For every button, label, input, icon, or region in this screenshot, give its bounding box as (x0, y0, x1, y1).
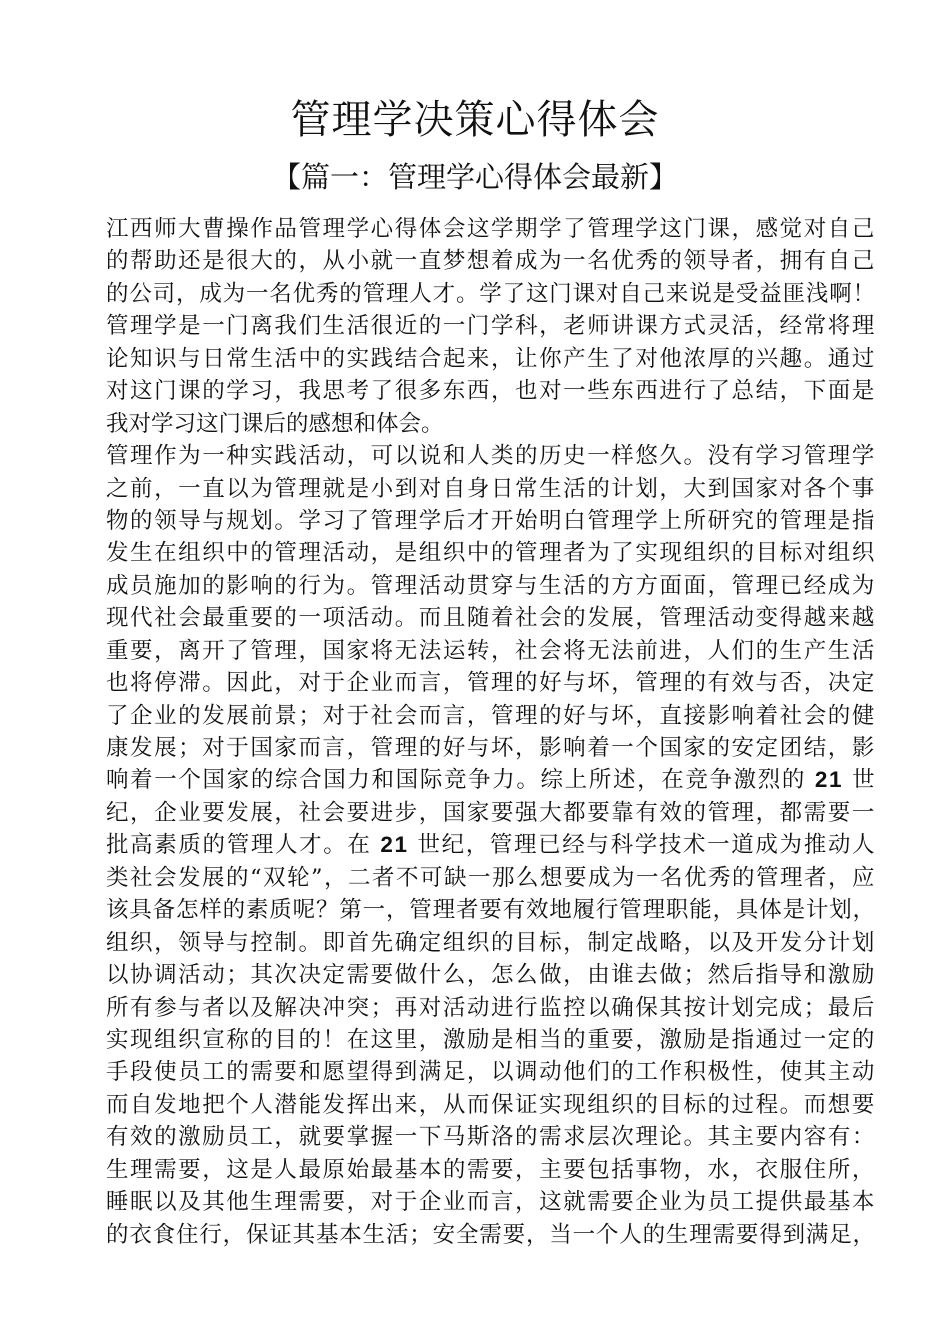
text-line: 对这门课的学习，我思考了很多东西，也对一些东西进行了总结，下面是 (106, 378, 876, 405)
text-line: 响着一个国家的综合国力和国际竞争力。综上所述，在竞争激烈的 21 世 (106, 767, 877, 794)
text-line: 而自发地把个人潜能发挥出来，从而保证实现组织的目标的过程。而想要 (106, 1091, 876, 1118)
text-line: 纪，企业要发展，社会要进步，国家要强大都要靠有效的管理，都需要一 (106, 799, 876, 826)
text-line: 生理需要，这是人最原始最基本的需要，主要包括事物，水，衣服住所， (106, 1156, 876, 1183)
text-line: 所有参与者以及解决冲突；再对活动进行监控以确保其按计划完成；最后 (106, 994, 876, 1021)
text-line: 有效的激励员工，就要掌握一下马斯洛的需求层次理论。其主要内容有： (106, 1124, 876, 1151)
text-line: 江西师大曹操作品管理学心得体会这学期学了管理学这门课，感觉对自己 (106, 216, 876, 242)
text-line: 重要，离开了管理，国家将无法运转，社会将无法前进，人们的生产生活 (106, 637, 876, 664)
text-line: 组织，领导与控制。即首先确定组织的目标，制定战略，以及开发分计划 (106, 929, 876, 956)
text-line: 睡眠以及其他生理需要，对于企业而言，这就需要企业为员工提供最基本 (106, 1189, 876, 1216)
section-heading: 【篇一：管理学心得体会最新】 (271, 160, 678, 194)
text-line: 该具备怎样的素质呢？第一，管理者要有效地履行管理职能，具体是计划， (106, 897, 876, 924)
text-line: 现代社会最重要的一项活动。而且随着社会的发展，管理活动变得越来越 (106, 605, 876, 632)
text-line: 手段使员工的需要和愿望得到满足，以调动他们的工作积极性，使其主动 (106, 1059, 876, 1086)
text-line: 也将停滞。因此，对于企业而言，管理的好与坏，管理的有效与否，决定 (106, 670, 876, 697)
document-title: 管理学决策心得体会 (290, 97, 660, 143)
text-line: 康发展；对于国家而言，管理的好与坏，影响着一个国家的安定团结，影 (106, 735, 876, 761)
text-line: 我对学习这门课后的感想和体会。 (106, 410, 444, 437)
text-line: 实现组织宣称的目的！在这里，激励是相当的重要，激励是指通过一定的 (106, 1026, 876, 1053)
text-line: 管理作为一种实践活动，可以说和人类的历史一样悠久。没有学习管理学 (106, 443, 876, 470)
text-line: 之前，一直以为管理就是小到对自身日常生活的计划，大到国家对各个事 (106, 475, 876, 502)
text-line: 批高素质的管理人才。在 21 世纪，管理已经与科学技术一道成为推动人 (106, 832, 877, 859)
text-line: 的公司，成为一名优秀的管理人才。学了这门课对自己来说是受益匪浅啊！ (106, 280, 876, 307)
text-line: 的帮助还是很大的，从小就一直梦想着成为一名优秀的领导者，拥有自己 (106, 248, 876, 275)
text-line: 物的领导与规划。学习了管理学后才开始明白管理学上所研究的管理是指 (106, 507, 876, 534)
text-line: 的衣食住行，保证其基本生活；安全需要，当一个人的生理需要得到满足， (106, 1221, 876, 1248)
text-line: 发生在组织中的管理活动，是组织中的管理者为了实现组织的目标对组织 (106, 540, 876, 567)
text-line: 以协调活动；其次决定需要做什么，怎么做，由谁去做；然后指导和激励 (106, 962, 876, 989)
body-text (106, 213, 876, 1251)
text-line: 类社会发展的“双轮”，二者不可缺一那么想要成为一名优秀的管理者，应 (106, 864, 877, 891)
text-line: 了企业的发展前景；对于社会而言，管理的好与坏，直接影响着社会的健 (106, 702, 876, 729)
text-line: 管理学是一门离我们生活很近的一门学科，老师讲课方式灵活，经常将理 (106, 313, 876, 340)
text-line: 成员施加的影响的行为。管理活动贯穿与生活的方方面面，管理已经成为 (106, 572, 876, 599)
text-line: 论知识与日常生活中的实践结合起来，让你产生了对他浓厚的兴趣。通过 (106, 345, 876, 372)
